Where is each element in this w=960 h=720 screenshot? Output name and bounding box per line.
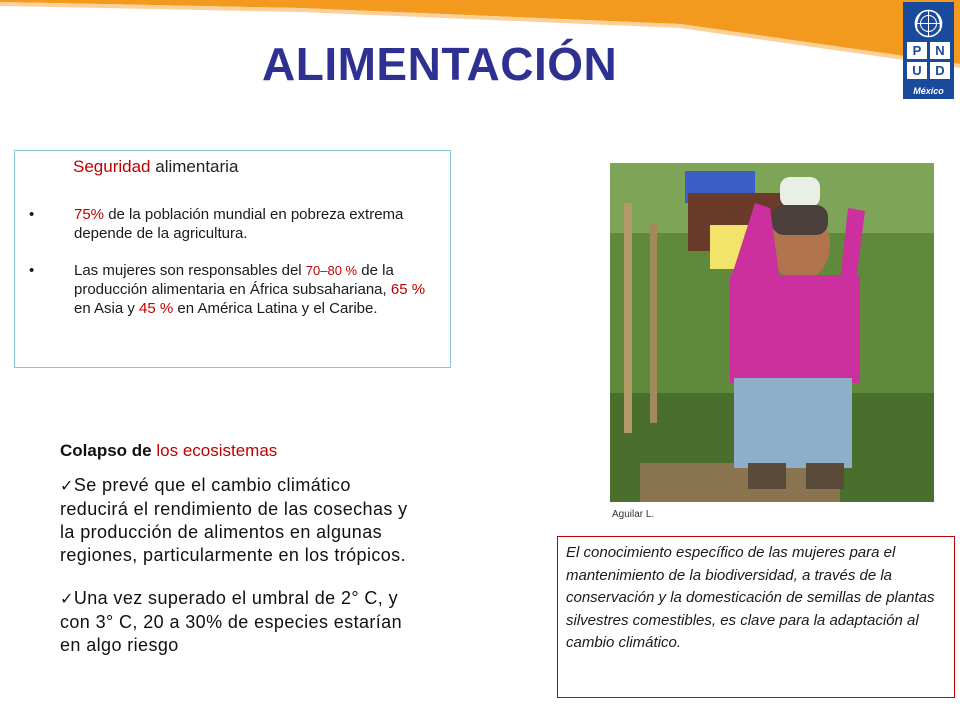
list-item [60, 587, 420, 657]
heading-highlight: Seguridad [73, 157, 151, 176]
list-item-text: de la producción alimentaria en África subsahariana, [74, 262, 394, 298]
logo-letters [907, 42, 950, 79]
knowledge-box [557, 536, 955, 698]
heading-text: Colapso de [60, 441, 157, 460]
list-item [60, 474, 420, 567]
list-item-text: Las mujeres son responsables del [74, 262, 306, 279]
knowledge-text: El conocimiento específico de las mujeres para el mantenimiento de la biodiversidad, a través de la conservación y la domesticación de semillas de plantas silvestres comestibles, es clave para la adaptación al cambio climático. [566, 544, 935, 651]
ecosystems-heading [60, 440, 420, 462]
bullet-icon: • [29, 262, 35, 279]
stat-highlight: 65 % [390, 281, 426, 298]
page-title: ALIMENTACIÓN [262, 38, 618, 90]
list-item-text: de la población mundial en pobreza extrema depende de la agricultura. [74, 206, 404, 242]
food-security-heading [73, 157, 238, 177]
food-security-list [29, 205, 441, 336]
photo-caption: Aguilar L. [612, 509, 655, 520]
logo-letter-p: P [907, 42, 927, 59]
food-security-box [14, 150, 451, 368]
heading-highlight: los ecosistemas [156, 441, 278, 460]
un-emblem-icon [912, 7, 945, 40]
heading-rest: alimentaria [155, 157, 239, 176]
pnud-logo [903, 2, 954, 99]
list-item [29, 205, 441, 243]
list-item-text: en América Latina y el Caribe. [173, 300, 378, 317]
list-item-text: en Asia y [74, 300, 140, 317]
logo-country: México [913, 86, 944, 96]
logo-letter-d: D [930, 62, 950, 79]
stat-highlight: 75% [74, 206, 105, 223]
list-item [29, 261, 441, 318]
logo-letter-u: U [907, 62, 927, 79]
checkmark-icon: ✓ [60, 478, 74, 495]
ecosystems-section [60, 440, 420, 677]
logo-letter-n: N [930, 42, 950, 59]
list-item-text: Una vez superado el umbral de 2° C, y con 3° C, 20 a 30% de especies estarían en algo riesgo [60, 588, 402, 655]
stat-highlight: 45 % [139, 300, 174, 317]
woman-carrying-crates-photo [610, 163, 934, 502]
checkmark-icon: ✓ [60, 591, 74, 608]
stat-highlight: 70–80 % [305, 263, 358, 278]
bullet-icon: • [29, 206, 35, 223]
list-item-text: Se prevé que el cambio climático reducirá el rendimiento de las cosechas y la producción de alimentos en algunas regiones, particularmente en los trópicos. [60, 475, 408, 565]
